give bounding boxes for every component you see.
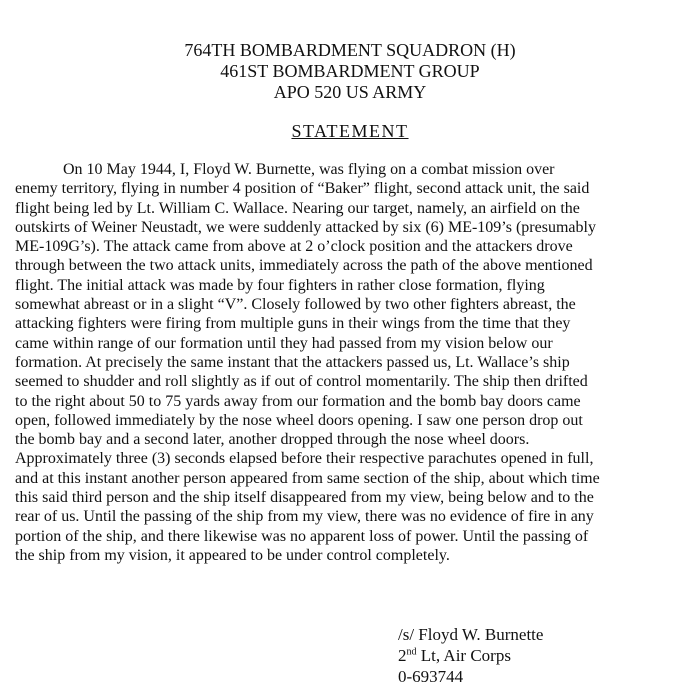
body-line: formation. At precisely the same instant that the attackers passed us, Lt. Wallace’s ship <box>15 353 570 371</box>
signature-rank <box>398 645 543 666</box>
body-line: ME-109G’s). The attack came from above at 2 o’clock position and the attackers drove <box>15 238 573 256</box>
body-line: somewhat abreast or in a slight “V”. Closely followed by two other fighters abreast, the <box>15 296 576 314</box>
signature-block <box>398 624 543 687</box>
body-line: Approximately three (3) seconds elapsed before their respective parachutes opened in full, <box>15 450 594 468</box>
body-line: flight being led by Lt. William C. Wallace. Nearing our target, namely, an airfield on the <box>15 199 580 217</box>
body-line: On 10 May 1944, I, Floyd W. Burnette, was flying on a combat mission over <box>63 161 555 178</box>
body-line: came within range of our formation until they had passed from my vision below our <box>15 334 553 352</box>
rank-prefix: 2 <box>398 646 407 665</box>
body-line: outskirts of Weiner Neustadt, we were suddenly attacked by six (6) ME-109’s (presumably <box>15 218 596 236</box>
body-line: to the right about 50 to 75 yards away from our formation and the bomb bay doors came <box>15 392 581 410</box>
body-line: and at this instant another person appeared from same section of the ship, about which time <box>15 469 600 487</box>
rank-superscript: nd <box>406 646 417 658</box>
body-line: attacking fighters were firing from multiple guns in their wings from the time that they <box>15 315 571 333</box>
document-title: STATEMENT <box>291 121 409 141</box>
body-line: enemy territory, flying in number 4 position of “Baker” flight, second attack unit, the said <box>15 180 590 198</box>
header-squadron: 764TH BOMBARDMENT SQUADRON (H) <box>184 40 516 60</box>
body-line: rear of us. Until the passing of the ship from my view, there was no evidence of fire in any <box>15 508 594 526</box>
body-line: seemed to shudder and roll slightly as if out of control momentarily. The ship then drifted <box>15 373 588 391</box>
body-line: this said third person and the ship itself disappeared from my view, being below and to the <box>15 489 594 507</box>
header-group: 461ST BOMBARDMENT GROUP <box>220 61 480 81</box>
body-line: the ship from my vision, it appeared to be under control completely. <box>15 546 450 564</box>
body-line: portion of the ship, and there likewise was no apparent loss of power. Until the passing of <box>15 527 589 545</box>
signature-serial: 0-693744 <box>398 667 464 686</box>
statement-body <box>15 160 685 565</box>
body-line: open, followed immediately by the nose wheel doors opening. I saw one person drop out <box>15 411 583 429</box>
body-line: through between the two attack units, immediately across the path of the above mentioned <box>15 257 593 275</box>
header-apo: APO 520 US ARMY <box>273 82 427 102</box>
body-line: the bomb bay and a second later, another dropped through the nose wheel doors. <box>15 431 530 449</box>
document-header <box>0 40 700 103</box>
body-line: flight. The initial attack was made by four fighters in rather close formation, flying <box>15 276 545 294</box>
rank-rest: Lt, Air Corps <box>416 646 511 665</box>
signature-name: /s/ Floyd W. Burnette <box>398 625 544 644</box>
